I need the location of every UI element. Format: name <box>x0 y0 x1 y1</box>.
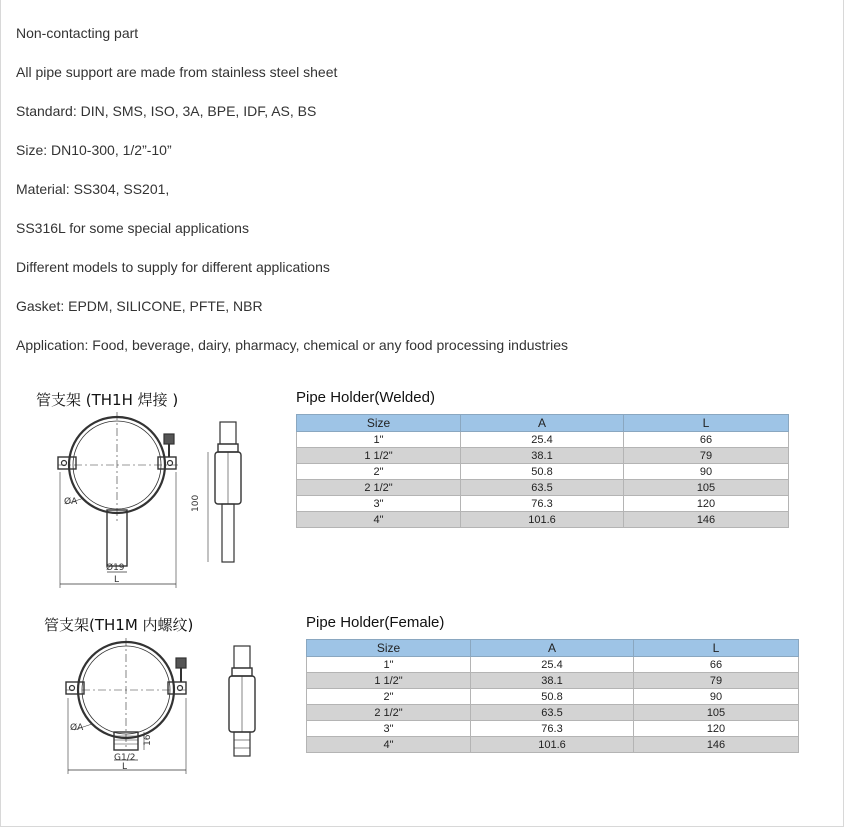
cell-a: 76.3 <box>461 496 624 512</box>
table-row <box>307 673 799 689</box>
header-l: L <box>634 640 799 657</box>
welded-table-title: Pipe Holder(Welded) <box>296 389 435 406</box>
female-dim-d: G1/2 <box>114 753 136 763</box>
cell-l: 66 <box>624 432 789 448</box>
cell-l: 146 <box>634 737 799 753</box>
welded-dim-a: ØA <box>64 497 78 507</box>
table-row <box>297 480 789 496</box>
cell-a: 63.5 <box>471 705 634 721</box>
table-row <box>297 448 789 464</box>
para-gasket: Gasket: EPDM, SILICONE, PFTE, NBR <box>16 298 263 314</box>
female-table-title: Pipe Holder(Female) <box>306 614 445 631</box>
cell-a: 101.6 <box>471 737 634 753</box>
table-row <box>307 737 799 753</box>
female-dim-l: L <box>122 762 128 772</box>
para-ss316l: SS316L for some special applications <box>16 220 249 236</box>
para-standard: Standard: DIN, SMS, ISO, 3A, BPE, IDF, AS, BS <box>16 103 317 119</box>
table-row <box>297 496 789 512</box>
welded-dim-l: L <box>114 575 120 585</box>
table-row <box>307 721 799 737</box>
cell-size: 1" <box>307 657 471 673</box>
welded-dim-h: 100 <box>191 494 201 512</box>
cell-size: 3" <box>297 496 461 512</box>
cell-l: 105 <box>634 705 799 721</box>
cell-size: 4" <box>307 737 471 753</box>
welded-pipe-holder-drawing <box>50 412 260 592</box>
table-row <box>297 464 789 480</box>
table-row <box>307 689 799 705</box>
cell-size: 1 1/2" <box>297 448 461 464</box>
cell-l: 120 <box>624 496 789 512</box>
cell-size: 2 1/2" <box>307 705 471 721</box>
female-drawing-title: 管支架(TH1M 内螺纹) <box>44 616 194 634</box>
para-material-sheet: All pipe support are made from stainless steel sheet <box>16 64 338 80</box>
para-size: Size: DN10-300, 1/2”-10” <box>16 142 172 158</box>
header-size: Size <box>307 640 471 657</box>
table-row <box>307 705 799 721</box>
cell-a: 76.3 <box>471 721 634 737</box>
table-row <box>307 657 799 673</box>
header-a: A <box>461 415 624 432</box>
para-material: Material: SS304, SS201, <box>16 181 170 197</box>
para-non-contacting: Non-contacting part <box>16 25 139 41</box>
table-header-row <box>307 640 799 657</box>
female-size-table <box>306 639 799 753</box>
cell-size: 1" <box>297 432 461 448</box>
cell-a: 25.4 <box>461 432 624 448</box>
cell-a: 50.8 <box>471 689 634 705</box>
para-application: Application: Food, beverage, dairy, pharmacy, chemical or any food processing industries <box>16 337 568 353</box>
cell-l: 90 <box>624 464 789 480</box>
welded-size-table <box>296 414 789 528</box>
para-models: Different models to supply for different applications <box>16 259 330 275</box>
cell-l: 146 <box>624 512 789 528</box>
cell-a: 50.8 <box>461 464 624 480</box>
cell-l: 79 <box>624 448 789 464</box>
cell-size: 4" <box>297 512 461 528</box>
cell-l: 66 <box>634 657 799 673</box>
header-size: Size <box>297 415 461 432</box>
header-a: A <box>471 640 634 657</box>
welded-drawing-title: 管支架 (TH1H 焊接 ) <box>36 391 179 409</box>
welded-dim-d: Ø19 <box>106 563 125 573</box>
table-row <box>297 512 789 528</box>
cell-size: 3" <box>307 721 471 737</box>
header-l: L <box>624 415 789 432</box>
cell-a: 38.1 <box>471 673 634 689</box>
cell-size: 2" <box>297 464 461 480</box>
cell-a: 63.5 <box>461 480 624 496</box>
cell-a: 101.6 <box>461 512 624 528</box>
cell-size: 2" <box>307 689 471 705</box>
cell-size: 1 1/2" <box>307 673 471 689</box>
table-row <box>297 432 789 448</box>
female-dim-h: 16 <box>143 734 153 746</box>
cell-l: 79 <box>634 673 799 689</box>
female-pipe-holder-drawing <box>58 636 268 776</box>
cell-a: 25.4 <box>471 657 634 673</box>
cell-l: 90 <box>634 689 799 705</box>
cell-l: 105 <box>624 480 789 496</box>
cell-l: 120 <box>634 721 799 737</box>
table-header-row <box>297 415 789 432</box>
female-dim-a: ØA <box>70 723 84 733</box>
cell-size: 2 1/2" <box>297 480 461 496</box>
cell-a: 38.1 <box>461 448 624 464</box>
